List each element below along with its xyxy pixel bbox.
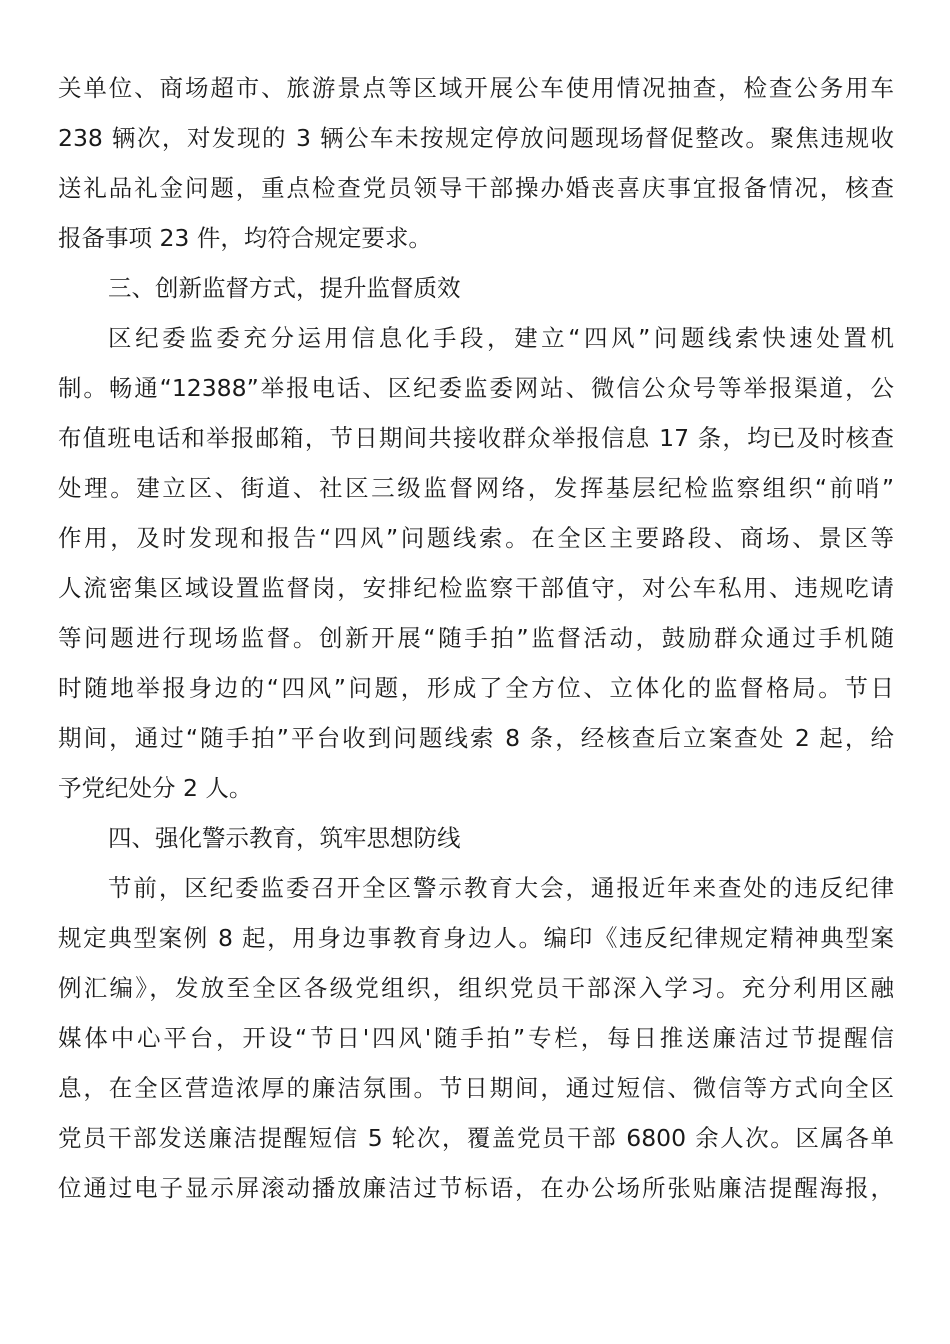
body-line: 238 辆次，对发现的 3 辆公车未按规定停放问题现场督促整改。聚焦违规收 xyxy=(58,124,894,152)
body-line: 人流密集区域设置监督岗，安排纪检监察干部值守，对公车私用、违规吃请 xyxy=(58,574,894,602)
body-line: 党员干部发送廉洁提醒短信 5 轮次，覆盖党员干部 6800 余人次。区属各单 xyxy=(58,1124,894,1152)
body-line: 等问题进行现场监督。创新开展“随手拍”监督活动，鼓励群众通过手机随 xyxy=(58,624,894,652)
body-line: 处理。建立区、街道、社区三级监督网络，发挥基层纪检监察组织“前哨” xyxy=(58,474,894,502)
body-line: 期间，通过“随手拍”平台收到问题线索 8 条，经核查后立案查处 2 起，给 xyxy=(58,724,894,752)
body-line: 节前，区纪委监委召开全区警示教育大会，通报近年来查处的违反纪律 xyxy=(108,874,894,902)
body-line: 例汇编》，发放至全区各级党组织，组织党员干部深入学习。充分利用区融 xyxy=(58,974,894,1002)
body-line: 关单位、商场超市、旅游景点等区域开展公车使用情况抽查，检查公务用车 xyxy=(58,74,894,102)
body-line: 作用，及时发现和报告“四风”问题线索。在全区主要路段、商场、景区等 xyxy=(58,524,894,552)
section-heading-4: 四、强化警示教育，筑牢思想防线 xyxy=(108,824,461,852)
body-line: 媒体中心平台，开设“节日'四风'随手拍”专栏，每日推送廉洁过节提醒信 xyxy=(58,1024,894,1052)
body-line: 予党纪处分 2 人。 xyxy=(58,774,253,802)
body-line: 区纪委监委充分运用信息化手段，建立“四风”问题线索快速处置机 xyxy=(108,324,894,352)
body-line: 时随地举报身边的“四风”问题，形成了全方位、立体化的监督格局。节日 xyxy=(58,674,894,702)
body-line: 送礼品礼金问题，重点检查党员领导干部操办婚丧喜庆事宜报备情况，核查 xyxy=(58,174,894,202)
body-line: 规定典型案例 8 起，用身边事教育身边人。编印《违反纪律规定精神典型案 xyxy=(58,924,894,952)
body-line: 位通过电子显示屏滚动播放廉洁过节标语，在办公场所张贴廉洁提醒海报， xyxy=(58,1174,894,1202)
body-line: 布值班电话和举报邮箱，节日期间共接收群众举报信息 17 条，均已及时核查 xyxy=(58,424,894,452)
body-line: 制。畅通“12388”举报电话、区纪委监委网站、微信公众号等举报渠道，公 xyxy=(58,374,894,402)
body-line: 息，在全区营造浓厚的廉洁氛围。节日期间，通过短信、微信等方式向全区 xyxy=(58,1074,894,1102)
body-line: 报备事项 23 件，均符合规定要求。 xyxy=(58,224,432,252)
section-heading-3: 三、创新监督方式，提升监督质效 xyxy=(108,274,461,302)
